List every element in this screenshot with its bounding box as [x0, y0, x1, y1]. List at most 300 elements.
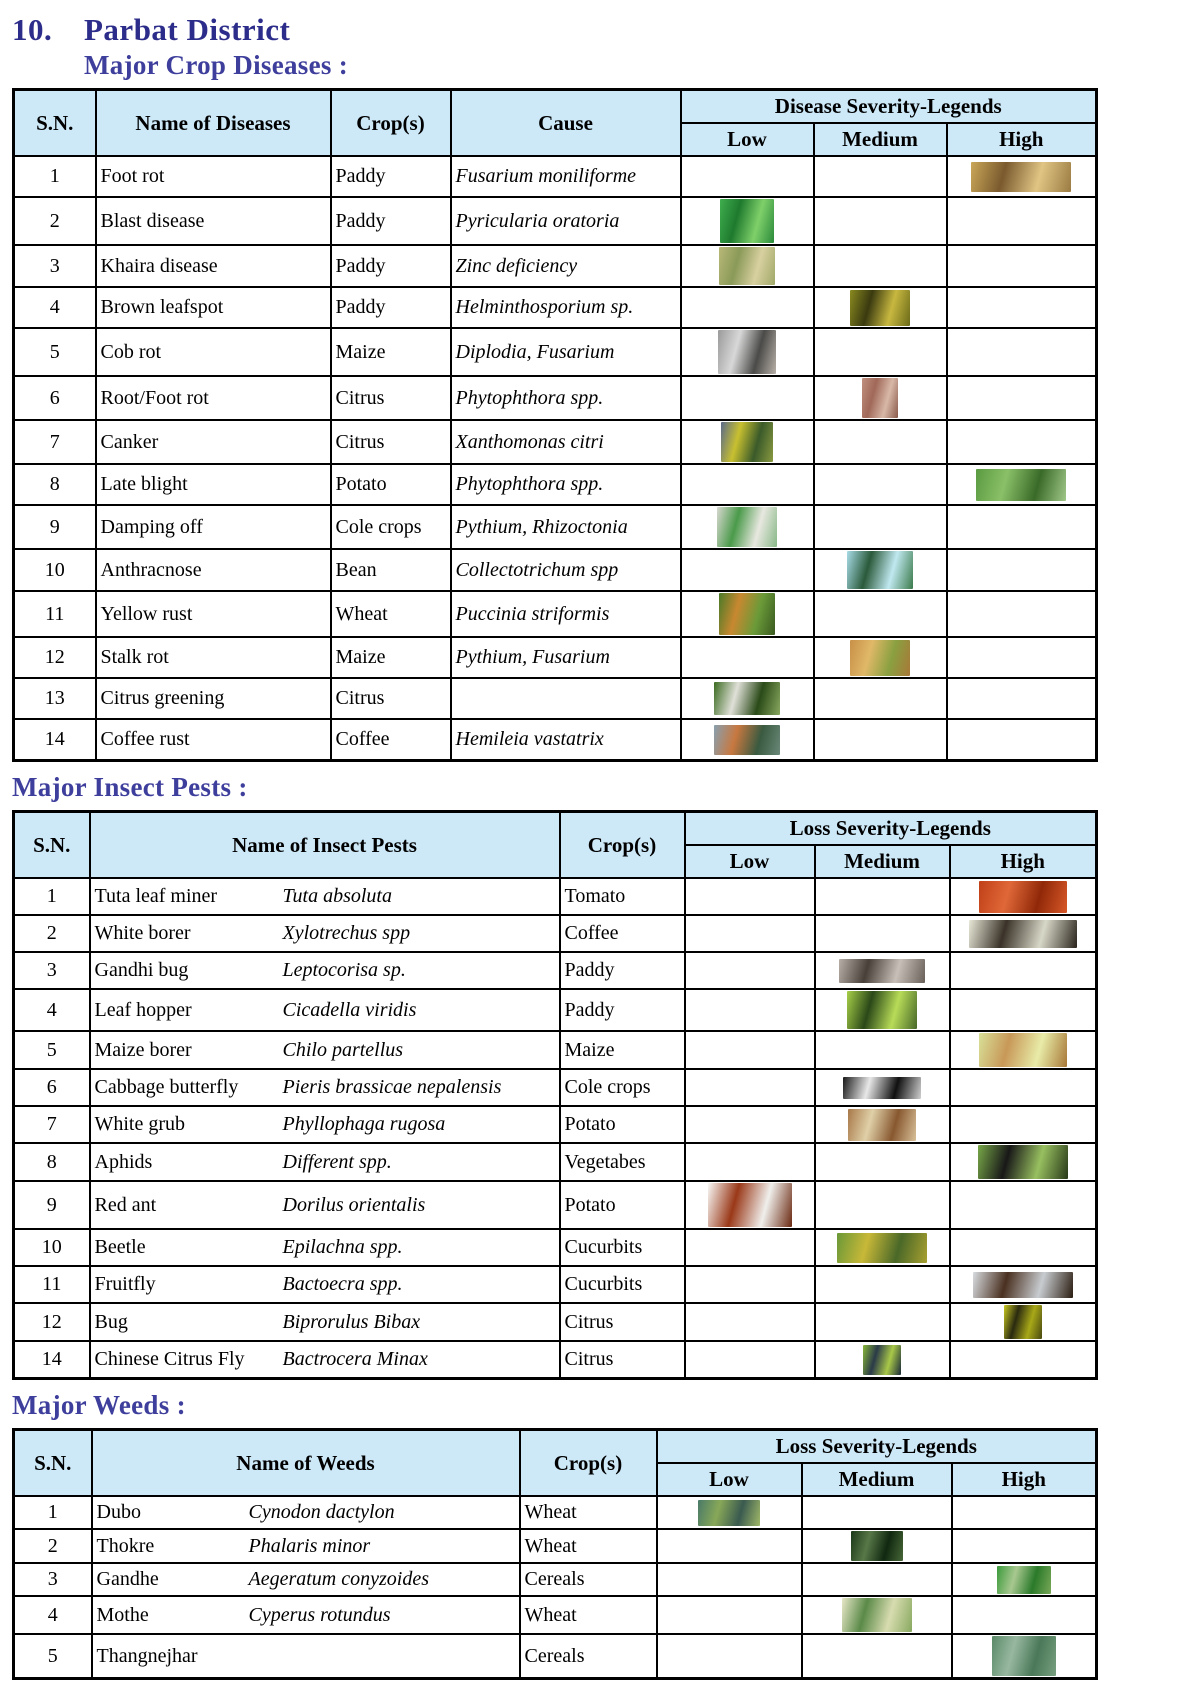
disease-name-cell: Late blight	[96, 464, 331, 505]
cause-cell: Hemileia vastatrix	[451, 719, 681, 761]
table-row	[14, 464, 1097, 505]
crop-cell: Citrus	[331, 678, 451, 719]
pest-common-name: Maize borer	[94, 1038, 192, 1061]
severity-cell-low	[685, 989, 815, 1031]
crop-cell: Potato	[560, 1181, 685, 1229]
severity-cell-high	[950, 1181, 1097, 1229]
severity-photo-medium	[862, 378, 898, 418]
pest-scientific-name: Bactrocera Minax	[282, 1348, 428, 1370]
severity-photo-high	[979, 881, 1067, 913]
severity-cell-medium	[814, 464, 947, 505]
table-row	[14, 1106, 1097, 1143]
table-row	[14, 878, 1097, 915]
table-row	[14, 952, 1097, 989]
severity-cell-low	[685, 952, 815, 989]
column-header-s-n-: S.N.	[14, 90, 96, 157]
pest-scientific-name: Tuta absoluta	[282, 885, 392, 907]
crop-cell: Wheat	[331, 591, 451, 637]
insects-table	[12, 810, 1098, 1380]
table-row	[14, 420, 1097, 464]
disease-name-cell: Stalk rot	[96, 637, 331, 678]
crop-cell: Potato	[331, 464, 451, 505]
pest-name-cell	[90, 1106, 560, 1143]
crop-cell: Cole crops	[560, 1069, 685, 1106]
severity-level-header-high: High	[952, 1463, 1097, 1496]
severity-cell-low	[657, 1496, 802, 1529]
severity-cell-high	[947, 376, 1097, 420]
row-number-cell: 2	[14, 915, 90, 952]
severity-cell-medium	[815, 1229, 950, 1266]
severity-cell-high	[952, 1634, 1097, 1679]
severity-cell-medium	[814, 637, 947, 678]
severity-cell-medium	[815, 915, 950, 952]
weed-common-name: Thangnejhar	[96, 1644, 198, 1667]
severity-photo-medium	[843, 1077, 921, 1099]
severity-photo-medium	[850, 640, 910, 676]
severity-cell-high	[947, 678, 1097, 719]
column-header-s-n-: S.N.	[14, 812, 90, 879]
row-number-cell: 5	[14, 1031, 90, 1069]
cause-cell: Helminthosporium sp.	[451, 287, 681, 328]
table-row	[14, 1181, 1097, 1229]
district-title: Parbat District	[84, 12, 291, 47]
severity-cell-high	[947, 464, 1097, 505]
severity-cell-medium	[815, 1303, 950, 1341]
pest-common-name: Red ant	[94, 1193, 157, 1216]
severity-cell-low	[685, 1181, 815, 1229]
pest-scientific-name: Chilo partellus	[282, 1038, 404, 1061]
crop-cell: Cereals	[520, 1634, 657, 1679]
severity-photo-medium	[851, 1531, 903, 1561]
table-row	[14, 1563, 1097, 1596]
severity-cell-low	[681, 156, 814, 197]
severity-photo-high	[1004, 1305, 1042, 1339]
crop-cell: Bean	[331, 549, 451, 591]
crop-cell: Maize	[331, 637, 451, 678]
crop-cell: Wheat	[520, 1596, 657, 1634]
severity-cell-medium	[814, 287, 947, 328]
crop-cell: Paddy	[331, 156, 451, 197]
table-row	[14, 719, 1097, 761]
severity-cell-high	[950, 989, 1097, 1031]
severity-photo-low	[714, 725, 780, 755]
pest-common-name: Gandhi bug	[94, 959, 189, 981]
severity-cell-low	[685, 1069, 815, 1106]
severity-cell-high	[947, 549, 1097, 591]
severity-cell-high	[950, 1106, 1097, 1143]
pest-common-name: White grub	[94, 1113, 186, 1135]
severity-photo-low	[714, 682, 780, 715]
severity-cell-high	[950, 915, 1097, 952]
severity-photo-high	[978, 1145, 1068, 1179]
weed-scientific-name: Cynodon dactylon	[248, 1501, 395, 1523]
severity-cell-medium	[815, 1341, 950, 1379]
row-number-cell: 6	[14, 376, 96, 420]
crop-cell: Paddy	[560, 952, 685, 989]
pest-scientific-name: Cicadella viridis	[282, 998, 417, 1021]
severity-photo-medium	[850, 290, 910, 326]
pest-scientific-name: Xylotrechus spp	[282, 922, 411, 944]
crop-cell: Paddy	[331, 287, 451, 328]
row-number-cell: 6	[14, 1069, 90, 1106]
column-header-s-n-: S.N.	[14, 1430, 92, 1497]
weed-name-cell	[92, 1634, 520, 1679]
heading-weeds: Major Weeds :	[12, 1390, 186, 1420]
severity-cell-high	[947, 505, 1097, 549]
severity-cell-high	[947, 156, 1097, 197]
cause-cell: Phytophthora spp.	[451, 464, 681, 505]
row-number-cell: 14	[14, 1341, 90, 1379]
severity-cell-medium	[815, 1143, 950, 1181]
crop-cell: Wheat	[520, 1496, 657, 1529]
row-number-cell: 12	[14, 1303, 90, 1341]
cause-cell: Zinc deficiency	[451, 245, 681, 287]
disease-name-cell: Blast disease	[96, 197, 331, 245]
pest-scientific-name: Phyllophaga rugosa	[282, 1113, 446, 1135]
row-number-cell: 3	[14, 952, 90, 989]
severity-cell-high	[952, 1529, 1097, 1563]
heading-insect-pests: Major Insect Pests :	[12, 772, 248, 802]
severity-cell-low	[681, 719, 814, 761]
weed-name-cell	[92, 1529, 520, 1563]
severity-cell-high	[950, 1266, 1097, 1303]
severity-photo-medium	[848, 1109, 916, 1141]
severity-cell-medium	[814, 328, 947, 376]
pest-scientific-name: Bactoecra spp.	[282, 1273, 403, 1295]
crop-cell: Maize	[560, 1031, 685, 1069]
severity-cell-low	[681, 376, 814, 420]
table-row	[14, 1266, 1097, 1303]
severity-cell-medium	[815, 878, 950, 915]
crop-cell: Coffee	[331, 719, 451, 761]
severity-cell-high	[950, 1303, 1097, 1341]
severity-cell-high	[950, 1341, 1097, 1379]
severity-cell-low	[657, 1563, 802, 1596]
severity-cell-low	[657, 1529, 802, 1563]
severity-cell-low	[681, 549, 814, 591]
column-header-name-of-insect-pests: Name of Insect Pests	[90, 812, 560, 879]
severity-cell-medium	[802, 1596, 952, 1634]
crop-cell: Paddy	[331, 245, 451, 287]
crop-cell: Citrus	[331, 420, 451, 464]
severity-cell-medium	[815, 1069, 950, 1106]
crop-cell: Potato	[560, 1106, 685, 1143]
severity-cell-medium	[814, 420, 947, 464]
severity-cell-high	[947, 197, 1097, 245]
severity-photo-high	[997, 1566, 1051, 1594]
table-row	[14, 1341, 1097, 1379]
row-number-cell: 5	[14, 328, 96, 376]
severity-photo-high	[976, 469, 1066, 501]
row-number-cell: 9	[14, 505, 96, 549]
severity-cell-high	[947, 637, 1097, 678]
severity-cell-medium	[814, 505, 947, 549]
table-row	[14, 1596, 1097, 1634]
severity-cell-low	[681, 420, 814, 464]
pest-name-cell	[90, 1341, 560, 1379]
weed-common-name: Thokre	[96, 1534, 155, 1557]
row-number-cell: 7	[14, 420, 96, 464]
severity-photo-high	[979, 1033, 1067, 1067]
table-row	[14, 1031, 1097, 1069]
pest-scientific-name: Dorilus orientalis	[282, 1193, 426, 1216]
pest-name-cell	[90, 1303, 560, 1341]
table-row	[14, 1529, 1097, 1563]
severity-cell-medium	[814, 376, 947, 420]
severity-cell-low	[685, 915, 815, 952]
row-number-cell: 10	[14, 1229, 90, 1266]
weeds-table	[12, 1428, 1098, 1680]
severity-cell-low	[681, 637, 814, 678]
crop-cell: Cucurbits	[560, 1266, 685, 1303]
severity-level-header-high: High	[950, 845, 1097, 878]
column-header-crop-s-: Crop(s)	[331, 90, 451, 157]
severity-cell-low	[685, 1031, 815, 1069]
pest-name-cell	[90, 1143, 560, 1181]
crop-cell: Cucurbits	[560, 1229, 685, 1266]
legend-title-header: Loss Severity-Legends	[657, 1430, 1097, 1464]
row-number-cell: 1	[14, 878, 90, 915]
table-row	[14, 197, 1097, 245]
table-row	[14, 1303, 1097, 1341]
disease-name-cell: Coffee rust	[96, 719, 331, 761]
pest-scientific-name: Pieris brassicae nepalensis	[282, 1076, 502, 1098]
severity-level-header-high: High	[947, 123, 1097, 156]
severity-cell-medium	[802, 1496, 952, 1529]
crop-cell: Paddy	[560, 989, 685, 1031]
weed-common-name: Mothe	[96, 1603, 149, 1626]
table-row	[14, 678, 1097, 719]
row-number-cell: 14	[14, 719, 96, 761]
table-row	[14, 328, 1097, 376]
severity-cell-medium	[802, 1529, 952, 1563]
severity-cell-low	[685, 1266, 815, 1303]
table-row	[14, 989, 1097, 1031]
row-number-cell: 9	[14, 1181, 90, 1229]
weed-scientific-name: Phalaris minor	[248, 1534, 371, 1557]
severity-cell-high	[947, 328, 1097, 376]
severity-cell-high	[947, 420, 1097, 464]
row-number-cell: 5	[14, 1634, 92, 1679]
severity-cell-high	[950, 1143, 1097, 1181]
crop-cell: Cereals	[520, 1563, 657, 1596]
table-row	[14, 376, 1097, 420]
table-row	[14, 591, 1097, 637]
cause-cell: Diplodia, Fusarium	[451, 328, 681, 376]
row-number-cell: 4	[14, 287, 96, 328]
row-number-cell: 2	[14, 1529, 92, 1563]
table-row	[14, 915, 1097, 952]
weed-scientific-name: Cyperus rotundus	[248, 1603, 391, 1626]
crop-cell: Wheat	[520, 1529, 657, 1563]
severity-cell-low	[681, 197, 814, 245]
pest-common-name: Aphids	[94, 1150, 153, 1173]
weed-common-name: Dubo	[96, 1501, 141, 1523]
severity-cell-low	[681, 245, 814, 287]
severity-level-header-medium: Medium	[815, 845, 950, 878]
severity-level-header-low: Low	[681, 123, 814, 156]
disease-name-cell: Root/Foot rot	[96, 376, 331, 420]
weed-scientific-name: Aegeratum conyzoides	[248, 1568, 430, 1590]
column-header-crop-s-: Crop(s)	[560, 812, 685, 879]
severity-cell-low	[681, 678, 814, 719]
table-row	[14, 549, 1097, 591]
table-row	[14, 1229, 1097, 1266]
weed-name-cell	[92, 1596, 520, 1634]
cause-cell: Xanthomonas citri	[451, 420, 681, 464]
row-number-cell: 11	[14, 1266, 90, 1303]
cause-cell: Pythium, Rhizoctonia	[451, 505, 681, 549]
severity-cell-low	[681, 287, 814, 328]
pest-common-name: Fruitfly	[94, 1273, 156, 1295]
cause-cell: Phytophthora spp.	[451, 376, 681, 420]
crop-cell: Citrus	[560, 1303, 685, 1341]
severity-cell-medium	[815, 1181, 950, 1229]
severity-cell-medium	[814, 678, 947, 719]
severity-cell-low	[657, 1634, 802, 1679]
row-number-cell: 13	[14, 678, 96, 719]
row-number-cell: 10	[14, 549, 96, 591]
severity-cell-medium	[814, 245, 947, 287]
disease-name-cell: Canker	[96, 420, 331, 464]
severity-cell-low	[681, 505, 814, 549]
legend-title-header: Loss Severity-Legends	[685, 812, 1097, 846]
row-number-cell: 12	[14, 637, 96, 678]
severity-cell-low	[685, 1341, 815, 1379]
severity-cell-high	[952, 1496, 1097, 1529]
severity-cell-high	[952, 1596, 1097, 1634]
severity-photo-medium	[863, 1345, 901, 1375]
severity-photo-high	[969, 920, 1077, 948]
disease-name-cell: Citrus greening	[96, 678, 331, 719]
severity-cell-medium	[814, 197, 947, 245]
pest-name-cell	[90, 1031, 560, 1069]
severity-level-header-low: Low	[685, 845, 815, 878]
table-row	[14, 637, 1097, 678]
weed-name-cell	[92, 1563, 520, 1596]
disease-name-cell: Anthracnose	[96, 549, 331, 591]
pest-common-name: White borer	[94, 922, 191, 944]
pest-common-name: Chinese Citrus Fly	[94, 1348, 245, 1370]
severity-photo-low	[698, 1500, 760, 1526]
table-row	[14, 1069, 1097, 1106]
severity-photo-medium	[847, 991, 917, 1029]
severity-photo-low	[721, 422, 773, 462]
pest-scientific-name: Biprorulus Bibax	[282, 1310, 421, 1333]
cause-cell: Fusarium moniliforme	[451, 156, 681, 197]
pest-common-name: Bug	[94, 1310, 128, 1333]
disease-name-cell: Cob rot	[96, 328, 331, 376]
row-number-cell: 2	[14, 197, 96, 245]
table-row	[14, 1634, 1097, 1679]
weed-common-name: Gandhe	[96, 1568, 159, 1590]
severity-photo-low	[717, 507, 777, 547]
severity-level-header-medium: Medium	[814, 123, 947, 156]
severity-cell-medium	[802, 1634, 952, 1679]
row-number-cell: 1	[14, 156, 96, 197]
table-row	[14, 156, 1097, 197]
crop-cell: Citrus	[331, 376, 451, 420]
pest-common-name: Beetle	[94, 1236, 146, 1258]
severity-cell-medium	[815, 952, 950, 989]
disease-name-cell: Yellow rust	[96, 591, 331, 637]
table-row	[14, 287, 1097, 328]
severity-photo-medium	[837, 1233, 927, 1263]
section-number: 10.	[12, 12, 53, 47]
severity-photo-low	[718, 330, 776, 374]
crop-diseases-table-container	[12, 88, 1183, 762]
pest-name-cell	[90, 989, 560, 1031]
severity-photo-low	[719, 593, 775, 635]
table-row	[14, 1496, 1097, 1529]
severity-photo-low	[719, 247, 775, 285]
column-header-crop-s-: Crop(s)	[520, 1430, 657, 1497]
severity-photo-high	[973, 1272, 1073, 1298]
row-number-cell: 11	[14, 591, 96, 637]
severity-cell-medium	[814, 156, 947, 197]
crop-cell: Maize	[331, 328, 451, 376]
pest-scientific-name: Different spp.	[282, 1150, 392, 1173]
severity-cell-high	[952, 1563, 1097, 1596]
crop-cell: Cole crops	[331, 505, 451, 549]
column-header-name-of-weeds: Name of Weeds	[92, 1430, 520, 1497]
severity-cell-medium	[815, 1266, 950, 1303]
pest-scientific-name: Epilachna spp.	[282, 1236, 403, 1258]
row-number-cell: 3	[14, 245, 96, 287]
page-title	[12, 12, 1183, 48]
severity-cell-high	[947, 719, 1097, 761]
cause-cell: Pythium, Fusarium	[451, 637, 681, 678]
severity-cell-high	[947, 287, 1097, 328]
severity-cell-high	[950, 1069, 1097, 1106]
severity-cell-medium	[815, 989, 950, 1031]
severity-photo-medium	[847, 551, 913, 589]
severity-cell-high	[950, 1229, 1097, 1266]
pest-name-cell	[90, 952, 560, 989]
crop-cell: Coffee	[560, 915, 685, 952]
weed-name-cell	[92, 1496, 520, 1529]
severity-cell-low	[685, 1143, 815, 1181]
severity-cell-high	[947, 245, 1097, 287]
weeds-table-container	[12, 1428, 1183, 1680]
pest-common-name: Leaf hopper	[94, 998, 192, 1021]
severity-cell-low	[657, 1596, 802, 1634]
column-header-name-of-diseases: Name of Diseases	[96, 90, 331, 157]
pest-name-cell	[90, 1069, 560, 1106]
row-number-cell: 8	[14, 1143, 90, 1181]
legend-title-header: Disease Severity-Legends	[681, 90, 1097, 124]
pest-name-cell	[90, 1181, 560, 1229]
pest-name-cell	[90, 878, 560, 915]
severity-photo-low	[720, 199, 774, 243]
insect-pests-table-container	[12, 810, 1183, 1380]
crop-cell: Citrus	[560, 1341, 685, 1379]
severity-photo-high	[971, 162, 1071, 192]
disease-name-cell: Khaira disease	[96, 245, 331, 287]
cause-cell: Puccinia striformis	[451, 591, 681, 637]
diseases-table	[12, 88, 1098, 762]
severity-cell-medium	[814, 719, 947, 761]
row-number-cell: 4	[14, 989, 90, 1031]
severity-cell-high	[950, 1031, 1097, 1069]
crop-cell: Paddy	[331, 197, 451, 245]
pest-name-cell	[90, 915, 560, 952]
pest-scientific-name: Leptocorisa sp.	[282, 959, 406, 981]
severity-level-header-low: Low	[657, 1463, 802, 1496]
crop-cell: Tomato	[560, 878, 685, 915]
severity-cell-low	[685, 1106, 815, 1143]
pest-name-cell	[90, 1266, 560, 1303]
